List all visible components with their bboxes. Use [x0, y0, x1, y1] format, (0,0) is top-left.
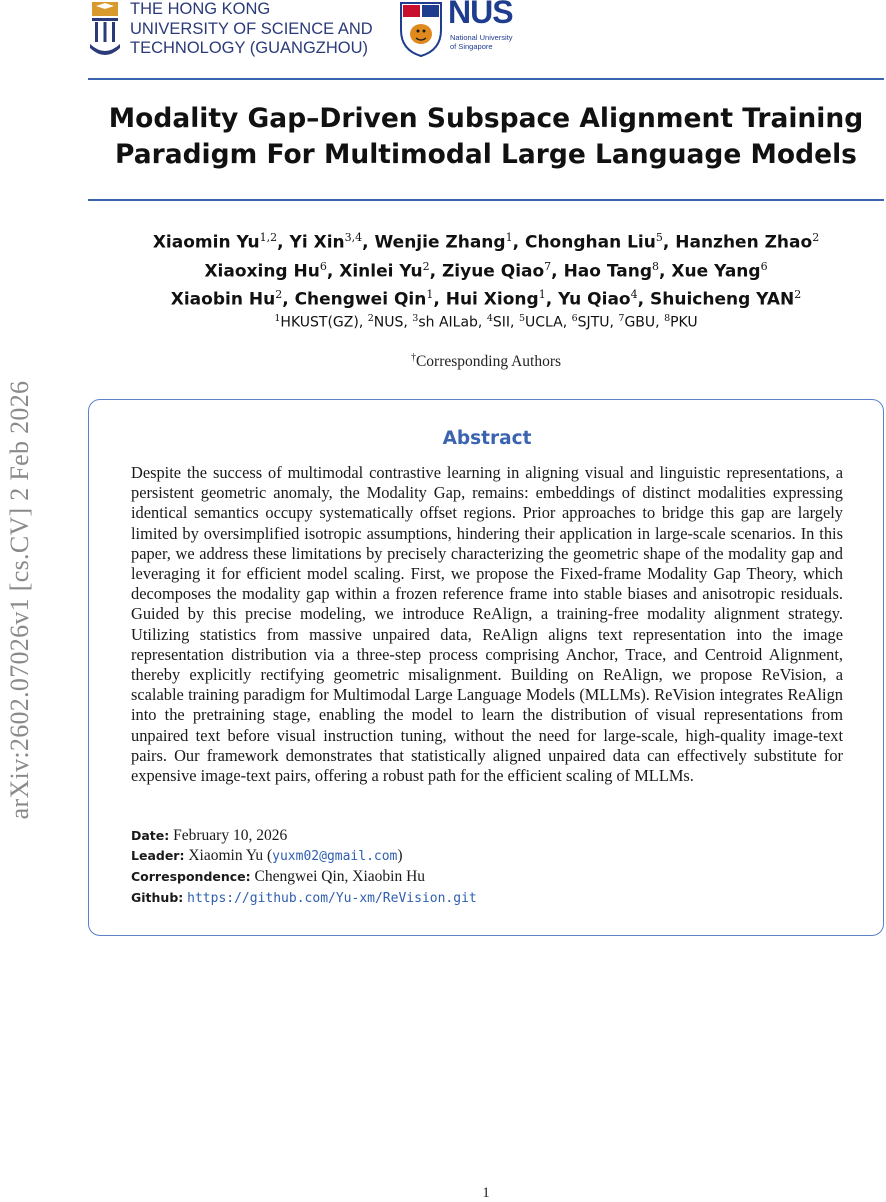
author-name: Xiaoxing Hu [204, 261, 320, 282]
author-line: Xiaoxing Hu$^6$, Xinlei Yu$^2$, Ziyue Qiao$^7$, Hao Tang$^8$, Xue Yang$^6$ [204, 259, 768, 282]
hkust-wordmark [130, 0, 373, 59]
author-affiliation-sup: 7 [544, 259, 552, 273]
title-rule [88, 199, 884, 201]
hkust-line: TECHNOLOGY (GUANGZHOU) [130, 39, 369, 57]
author-affiliation-sup: 2 [794, 288, 802, 302]
affiliation-list: $^1$HKUST(GZ), $^2$NUS, $^3$sh AILab, $^4$SII, $^5$UCLA, $^6$SJTU, $^7$GBU, $^8$PKU [274, 313, 698, 331]
nus-logo [398, 0, 538, 62]
leader-row [131, 846, 843, 867]
author-name: Shuicheng YAN [650, 289, 795, 310]
leader-close-paren: ) [397, 847, 403, 865]
author-affiliation-sup: 2 [812, 231, 820, 244]
author-name: Chengwei Qin [294, 289, 427, 310]
author-line: Xiaobin Hu$^2$, Chengwei Qin$^1$, Hui Xiong$^1$, Yu Qiao$^4$, Shuicheng YAN$^2$ [170, 288, 802, 310]
arxiv-identifier: arXiv:2602.07026v1 [cs.CV] 2 Feb 2026 [5, 380, 34, 820]
correspondence-value: Chengwei Qin, Xiaobin Hu [254, 868, 426, 886]
github-row [131, 888, 843, 909]
affiliation-name: PKU [670, 314, 698, 331]
author-name: Chonghan Liu [524, 232, 656, 253]
affiliation-name: SII [492, 314, 511, 331]
leader-label: Leader: [131, 848, 185, 864]
corresponding-authors-note [88, 352, 884, 371]
leader-email-link[interactable]: yuxm02@gmail.com [272, 849, 398, 865]
author-name: Hao Tang [563, 261, 653, 282]
author-affiliation-sup: 1,2 [259, 231, 278, 244]
author-name: Xinlei Yu [339, 261, 423, 282]
hkust-line: UNIVERSITY OF SCIENCE AND [130, 19, 373, 38]
github-label: Github: [131, 889, 184, 905]
paper-metadata [131, 826, 843, 909]
author-line: Xiaomin Yu$^{1,2}$, Yi Xin$^{3,4}$, Wenjie Zhang$^1$, Chonghan Liu$^5$, Hanzhen Zhao$^2$ [152, 231, 820, 253]
affiliation-sup: 1 [274, 313, 281, 324]
author-name: Yu Qiao [558, 289, 631, 310]
hkust-gz-logo [86, 0, 386, 62]
author-affiliation-sup: 6 [760, 259, 768, 273]
leader-value: Xiaomin Yu ( [188, 847, 273, 865]
title-line: Paradigm For Multimodal Large Language Models [115, 139, 857, 170]
author-name: Xiaomin Yu [152, 232, 260, 253]
abstract-body: Despite the success of multimodal contrastive learning in aligning visual and linguistic representations, a persistent geometric anomaly, the Modality Gap, remains: embeddings of distinct modalities expressing identical semantics occupy systematically offset regions. Prior approaches to bridge this gap are largely limited by oversimplified isotropic assumptions, hindering their application in large-scale scenarios. In this paper, we address these limitations by precisely characterizing the geometric shape of the modality gap and leveraging it for efficient model scaling. First, we propose the Fixed-frame Modality Gap Theory, which decomposes the modality gap within a frozen reference frame into stable biases and anisotropic residuals. Guided by this precise modeling, we introduce ReAlign, a training-free modality alignment strategy. Utilizing statistics from massive unpaired data, ReAlign aligns text representation into the image representation distribution via a three-step process comprising Anchor, Trace, and Centroid Alignment, thereby explicitly rectifying geometric misalignment. Building on ReAlign, we propose ReVision, a scalable training paradigm for Multimodal Large Language Models (MLLMs). ReVision integrates ReAlign into the pretraining stage, enabling the model to learn the distribution of visual representations from unpaired text before visual instruction tuning, without the need for large-scale, high-quality image-text pairs. Our framework demonstrates that statistically aligned unpaired data can effectively substitute for expensive image-text pairs, offering a robust path for the efficient scaling of MLLMs. [131, 463, 843, 786]
author-name: Yi Xin [289, 232, 345, 253]
date-label: Date: [131, 828, 170, 843]
dagger-mark: † [410, 352, 416, 363]
title-line: Modality Gap–Driven Subspace Alignment Training [108, 103, 864, 134]
affiliation-sup: 5 [518, 313, 525, 324]
affiliation-sup: 8 [664, 313, 671, 324]
affiliation-sup: 6 [571, 313, 578, 324]
author-list [88, 226, 884, 312]
author-affiliation-sup: 2 [422, 259, 430, 273]
abstract-heading: Abstract [442, 428, 532, 449]
affiliation-name: NUS [373, 314, 404, 331]
author-name: Ziyue Qiao [441, 261, 545, 282]
date-row [131, 826, 843, 846]
hkust-emblem-icon [86, 0, 124, 60]
author-affiliation-sup: 6 [319, 259, 327, 273]
affiliation-name: SJTU [577, 314, 610, 331]
nus-lion-crest-icon [398, 0, 444, 58]
author-name: Hui Xiong [445, 289, 539, 310]
author-affiliation-sup: 2 [275, 288, 283, 302]
author-affiliation-sup: 1 [505, 231, 513, 244]
affiliation-sup: 7 [618, 313, 625, 324]
paper-title [88, 101, 884, 173]
author-affiliation-sup: 1 [538, 288, 546, 302]
abstract-box [88, 399, 884, 936]
hkust-line: THE HONG KONG [130, 0, 271, 18]
date-value: February 10, 2026 [173, 827, 288, 844]
nus-subtitle-line: National University [450, 33, 513, 42]
author-name: Hanzhen Zhao [675, 232, 813, 253]
affiliation-sup: 2 [367, 313, 374, 324]
author-affiliation-sup: 8 [652, 259, 660, 273]
page-number: 1 [482, 1185, 490, 1201]
affiliation-sup: 3 [412, 313, 419, 324]
affiliation-name: GBU [624, 314, 656, 331]
affiliation-name: HKUST(GZ) [280, 314, 359, 331]
affiliation-name: sh AILab [418, 314, 478, 331]
author-affiliation-sup: 3,4 [344, 231, 363, 244]
affiliation-sup: 4 [486, 313, 493, 324]
author-name: Wenjie Zhang [374, 232, 506, 253]
affiliation-name: UCLA [524, 314, 563, 331]
correspondence-label: Correspondence: [131, 869, 251, 885]
github-link[interactable]: https://github.com/Yu-xm/ReVision.git [187, 890, 477, 906]
nus-wordmark: NUS [448, 0, 513, 30]
header-rule [88, 78, 884, 80]
author-affiliation-sup: 5 [655, 231, 663, 244]
correspondence-row [131, 867, 843, 887]
nus-subtitle [450, 33, 513, 51]
author-name: Xiaobin Hu [170, 289, 276, 310]
author-affiliation-sup: 4 [630, 288, 638, 302]
author-affiliation-sup: 1 [426, 288, 434, 302]
arxiv-side-stamp [0, 310, 40, 890]
nus-subtitle-line: of Singapore [450, 42, 493, 51]
corresponding-text: Corresponding Authors [415, 353, 562, 371]
author-name: Xue Yang [671, 261, 761, 282]
